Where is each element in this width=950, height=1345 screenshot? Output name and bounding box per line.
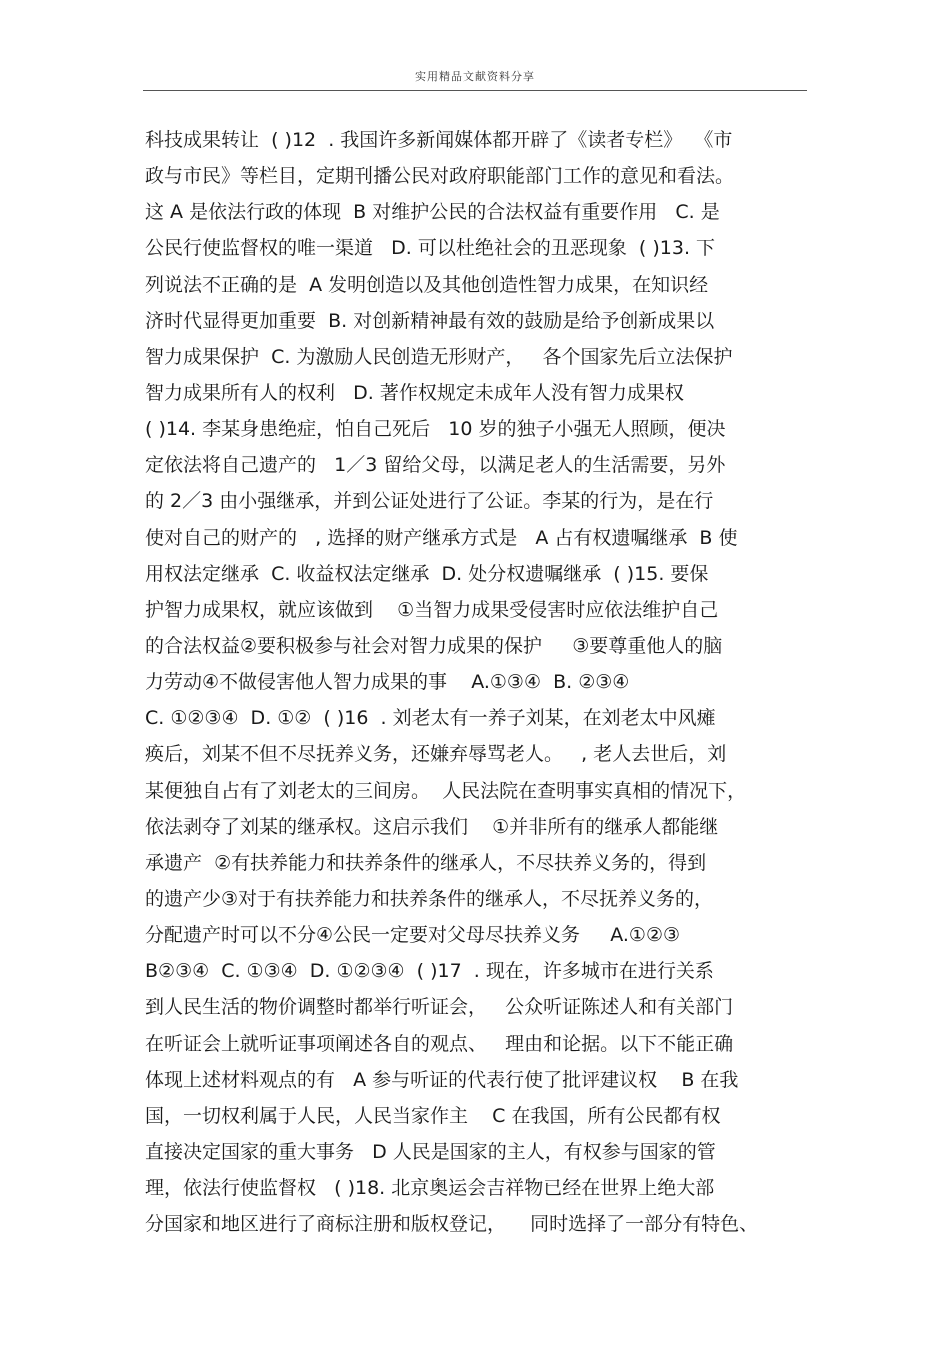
text-line: 直接决定国家的重大事务 D 人民是国家的主人，有权参与国家的管: [145, 1140, 716, 1163]
text-line: ( )14. 李某身患绝症，怕自己死后 10 岁的独子小强无人照顾，便决: [145, 418, 726, 441]
document-body: [145, 122, 825, 1242]
text-line: 依法剥夺了刘某的继承权。这启示我们 ①并非所有的继承人都能继: [145, 815, 719, 838]
text-line: 力劳动④不做侵害他人智力成果的事 A.①③④ B. ②③④: [145, 671, 630, 694]
text-line: 理，依法行使监督权 ( )18. 北京奥运会吉祥物已经在世界上绝大部: [145, 1177, 715, 1200]
text-line: 护智力成果权，就应该做到 ①当智力成果受侵害时应依法维护自己: [145, 598, 719, 621]
text-line: 济时代显得更加重要 B. 对创新精神最有效的鼓励是给予创新成果以: [145, 309, 715, 332]
text-line: 使对自己的财产的 , 选择的财产继承方式是 A 占有权遗嘱继承 B 使: [145, 526, 738, 549]
page-header: 实用精品文献资料分享: [415, 70, 535, 83]
text-line: 智力成果所有人的权利 D. 著作权规定未成年人没有智力成果权: [145, 381, 684, 404]
text-line: 分国家和地区进行了商标注册和版权登记， 同时选择了一部分有特色、: [145, 1213, 759, 1236]
text-line: 定依法将自己遗产的 1／3 留给父母，以满足老人的生活需要，另外: [145, 454, 726, 477]
text-line: 的遗产少③对于有扶养能力和扶养条件的继承人，不尽抚养义务的，: [145, 887, 714, 910]
text-line: 在听证会上就听证事项阐述各自的观点、 理由和论据。以下不能正确: [145, 1032, 734, 1055]
text-line: 智力成果保护 C. 为激励人民创造无形财产， 各个国家先后立法保护: [145, 345, 733, 368]
text-line: 政与市民》等栏目，定期刊播公民对政府职能部门工作的意见和看法。: [145, 165, 735, 188]
header-divider: [143, 90, 807, 91]
text-line: 科技成果转让 ( )12 . 我国许多新闻媒体都开辟了《读者专栏》 《市: [145, 129, 733, 151]
text-line: 承遗产 ②有扶养能力和扶养条件的继承人，不尽扶养义务的，得到: [145, 851, 707, 874]
text-line: 的 2／3 由小强继承，并到公证处进行了公证。李某的行为，是在行: [145, 490, 714, 513]
text-line: 分配遗产时可以不分④公民一定要对父母尽扶养义务 A.①②③: [145, 924, 681, 947]
text-line: 用权法定继承 C. 收益权法定继承 D. 处分权遗嘱继承 ( )15. 要保: [145, 562, 709, 585]
text-line: 国，一切权利属于人民，人民当家作主 C 在我国，所有公民都有权: [145, 1104, 721, 1127]
text-line: 这 A 是依法行政的体现 B 对维护公民的合法权益有重要作用 C. 是: [145, 201, 720, 224]
text-line: 的合法权益②要积极参与社会对智力成果的保护 ③要尊重他人的脑: [145, 634, 723, 657]
text-line: 痪后，刘某不但不尽抚养义务，还嫌弃辱骂老人。 , 老人去世后，刘: [145, 743, 727, 766]
text-line: 某便独自占有了刘老太的三间房。 人民法院在查明事实真相的情况下，: [145, 779, 747, 802]
text-line: 公民行使监督权的唯一渠道 D. 可以杜绝社会的丑恶现象 ( )13. 下: [145, 237, 716, 260]
text-line: 体现上述材料观点的有 A 参与听证的代表行使了批评建议权 B 在我: [145, 1068, 739, 1091]
text-line: C. ①②③④ D. ①② ( )16 . 刘老太有一养子刘某，在刘老太中风瘫: [145, 707, 716, 730]
text-line: 列说法不正确的是 A 发明创造以及其他创造性智力成果，在知识经: [145, 273, 709, 296]
text-line: 到人民生活的物价调整时都举行听证会， 公众听证陈述人和有关部门: [145, 996, 734, 1019]
text-line: B②③④ C. ①③④ D. ①②③④ ( )17 . 现在，许多城市在进行关系: [145, 960, 714, 983]
